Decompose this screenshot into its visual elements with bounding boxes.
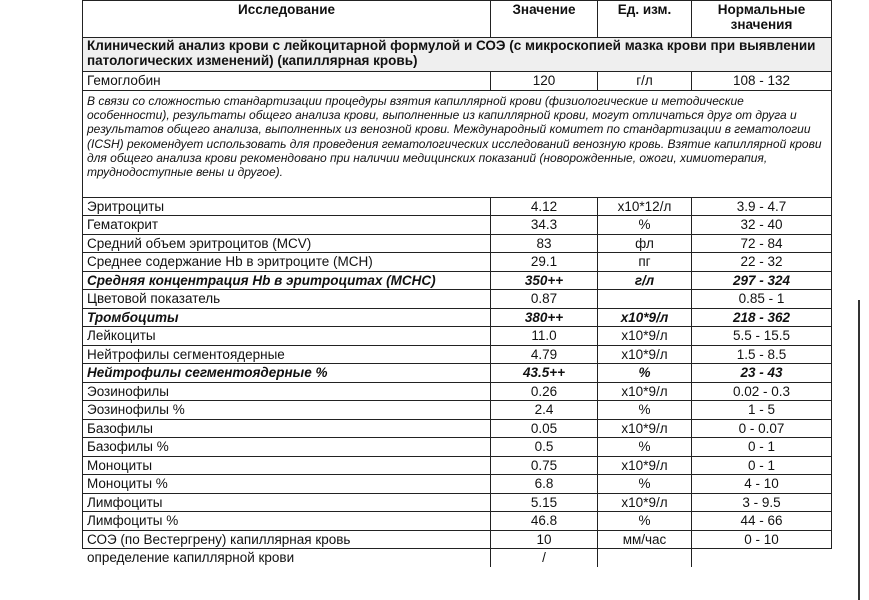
- scrollbar[interactable]: [858, 300, 860, 600]
- test-value: 43.5++: [491, 364, 598, 383]
- table-row: [83, 475, 832, 494]
- test-unit: г/л: [598, 72, 692, 91]
- test-reference: 22 - 32: [692, 253, 832, 272]
- test-name: Моноциты %: [83, 475, 491, 494]
- test-value: 0.5: [491, 438, 598, 457]
- test-unit: x10*9/л: [598, 419, 692, 438]
- test-unit: [598, 290, 692, 309]
- test-reference: 108 - 132: [692, 72, 832, 91]
- test-unit: %: [598, 401, 692, 420]
- test-reference: 3.9 - 4.7: [692, 197, 832, 216]
- section-title: Клинический анализ крови с лейкоцитарной формулой и СОЭ (с микроскопией мазка крови при выявлении патологических изменений) (капиллярная кровь): [83, 38, 832, 72]
- header-unit: Ед. изм.: [598, 1, 692, 38]
- table-row: [83, 216, 832, 235]
- test-value: 11.0: [491, 327, 598, 346]
- section-row: [83, 38, 832, 72]
- test-reference: 0 - 10: [692, 530, 832, 549]
- test-value: 2.4: [491, 401, 598, 420]
- test-name: Эозинофилы %: [83, 401, 491, 420]
- header-test: Исследование: [83, 1, 491, 38]
- test-unit: %: [598, 216, 692, 235]
- test-value: 6.8: [491, 475, 598, 494]
- test-reference: 32 - 40: [692, 216, 832, 235]
- test-value: 83: [491, 234, 598, 253]
- test-reference: [692, 549, 832, 568]
- table-row: [83, 456, 832, 475]
- test-name: Эозинофилы: [83, 382, 491, 401]
- blood-test-results-table: [82, 0, 832, 568]
- test-value: 10: [491, 530, 598, 549]
- test-value: /: [491, 549, 598, 568]
- test-value: 4.79: [491, 345, 598, 364]
- table-row: [83, 197, 832, 216]
- test-reference: 0 - 0.07: [692, 419, 832, 438]
- test-value: 0.87: [491, 290, 598, 309]
- test-reference: 1.5 - 8.5: [692, 345, 832, 364]
- test-value: 5.15: [491, 493, 598, 512]
- test-reference: 3 - 9.5: [692, 493, 832, 512]
- test-name: Средний объем эритроцитов (MCV): [83, 234, 491, 253]
- test-value: 350++: [491, 271, 598, 290]
- table-header: [83, 1, 832, 38]
- test-value: 34.3: [491, 216, 598, 235]
- test-name: СОЭ (по Вестергрену) капиллярная кровь: [83, 530, 491, 549]
- table-row: [83, 327, 832, 346]
- test-value: 46.8: [491, 512, 598, 531]
- test-reference: 5.5 - 15.5: [692, 327, 832, 346]
- test-reference: 23 - 43: [692, 364, 832, 383]
- test-unit: x10*9/л: [598, 308, 692, 327]
- table-row: [83, 345, 832, 364]
- test-value: 0.05: [491, 419, 598, 438]
- test-reference: 0.02 - 0.3: [692, 382, 832, 401]
- test-unit: x10*9/л: [598, 456, 692, 475]
- test-unit: x10*9/л: [598, 493, 692, 512]
- test-unit: [598, 549, 692, 568]
- test-name: Моноциты: [83, 456, 491, 475]
- test-unit: г/л: [598, 271, 692, 290]
- test-unit: фл: [598, 234, 692, 253]
- test-value: 380++: [491, 308, 598, 327]
- test-reference: 1 - 5: [692, 401, 832, 420]
- test-unit: x10*9/л: [598, 327, 692, 346]
- table-row: [83, 308, 832, 327]
- test-name: Базофилы %: [83, 438, 491, 457]
- test-unit: x10*9/л: [598, 345, 692, 364]
- table-row: [83, 271, 832, 290]
- test-name: Лимфоциты %: [83, 512, 491, 531]
- test-value: 120: [491, 72, 598, 91]
- table-row: [83, 419, 832, 438]
- test-unit: %: [598, 512, 692, 531]
- test-name: Лимфоциты: [83, 493, 491, 512]
- table-row: [83, 401, 832, 420]
- table-row: [83, 512, 832, 531]
- table-row: [83, 290, 832, 309]
- test-unit: %: [598, 364, 692, 383]
- test-reference: 218 - 362: [692, 308, 832, 327]
- test-name: определение капиллярной крови: [83, 549, 491, 568]
- test-name: Лейкоциты: [83, 327, 491, 346]
- table-row: [83, 493, 832, 512]
- table-row: [83, 438, 832, 457]
- header-reference: Нормальные значения: [692, 1, 832, 38]
- test-name: Эритроциты: [83, 197, 491, 216]
- table-row: [83, 530, 832, 549]
- test-unit: x10*9/л: [598, 382, 692, 401]
- test-name: Среднее содержание Hb в эритроците (MCH): [83, 253, 491, 272]
- test-unit: %: [598, 475, 692, 494]
- table-row: [83, 549, 832, 568]
- test-unit: мм/час: [598, 530, 692, 549]
- test-name: Цветовой показатель: [83, 290, 491, 309]
- test-name: Гемоглобин: [83, 72, 491, 91]
- table-row: [83, 234, 832, 253]
- test-name: Нейтрофилы сегментоядерные %: [83, 364, 491, 383]
- test-unit: пг: [598, 253, 692, 272]
- test-name: Тромбоциты: [83, 308, 491, 327]
- test-value: 0.75: [491, 456, 598, 475]
- test-reference: 4 - 10: [692, 475, 832, 494]
- table-row: [83, 382, 832, 401]
- test-name: Средняя концентрация Hb в эритроцитах (MCHC): [83, 271, 491, 290]
- test-name: Гематокрит: [83, 216, 491, 235]
- test-reference: 72 - 84: [692, 234, 832, 253]
- table-row: [83, 72, 832, 91]
- test-reference: 44 - 66: [692, 512, 832, 531]
- test-reference: 297 - 324: [692, 271, 832, 290]
- test-name: Нейтрофилы сегментоядерные: [83, 345, 491, 364]
- results-rows: [83, 197, 832, 567]
- test-reference: 0.85 - 1: [692, 290, 832, 309]
- capillary-blood-note: В связи со сложностью стандартизации процедуры взятия капиллярной крови (физиологические и методические особенности), результаты общего анализа крови, выполненные из капиллярной крови, могут отличаться друг от друга и результатов общего анализа, выполненных из венозной крови. Международный комитет по стандартизации в гематологии (ICSH) рекомендует использовать для проведения гематологических исследований венозную кровь. Взятие капиллярной крови для общего анализа крови рекомендовано при наличии медицинских показаний (новорожденные, ожоги, химиотерапия, труднодоступные вены и другое).: [83, 90, 832, 197]
- test-value: 4.12: [491, 197, 598, 216]
- test-unit: %: [598, 438, 692, 457]
- test-value: 29.1: [491, 253, 598, 272]
- header-value: Значение: [491, 1, 598, 38]
- test-name: Базофилы: [83, 419, 491, 438]
- note-row: [83, 90, 832, 197]
- table-row: [83, 364, 832, 383]
- test-value: 0.26: [491, 382, 598, 401]
- table-row: [83, 253, 832, 272]
- test-reference: 0 - 1: [692, 456, 832, 475]
- test-unit: x10*12/л: [598, 197, 692, 216]
- test-reference: 0 - 1: [692, 438, 832, 457]
